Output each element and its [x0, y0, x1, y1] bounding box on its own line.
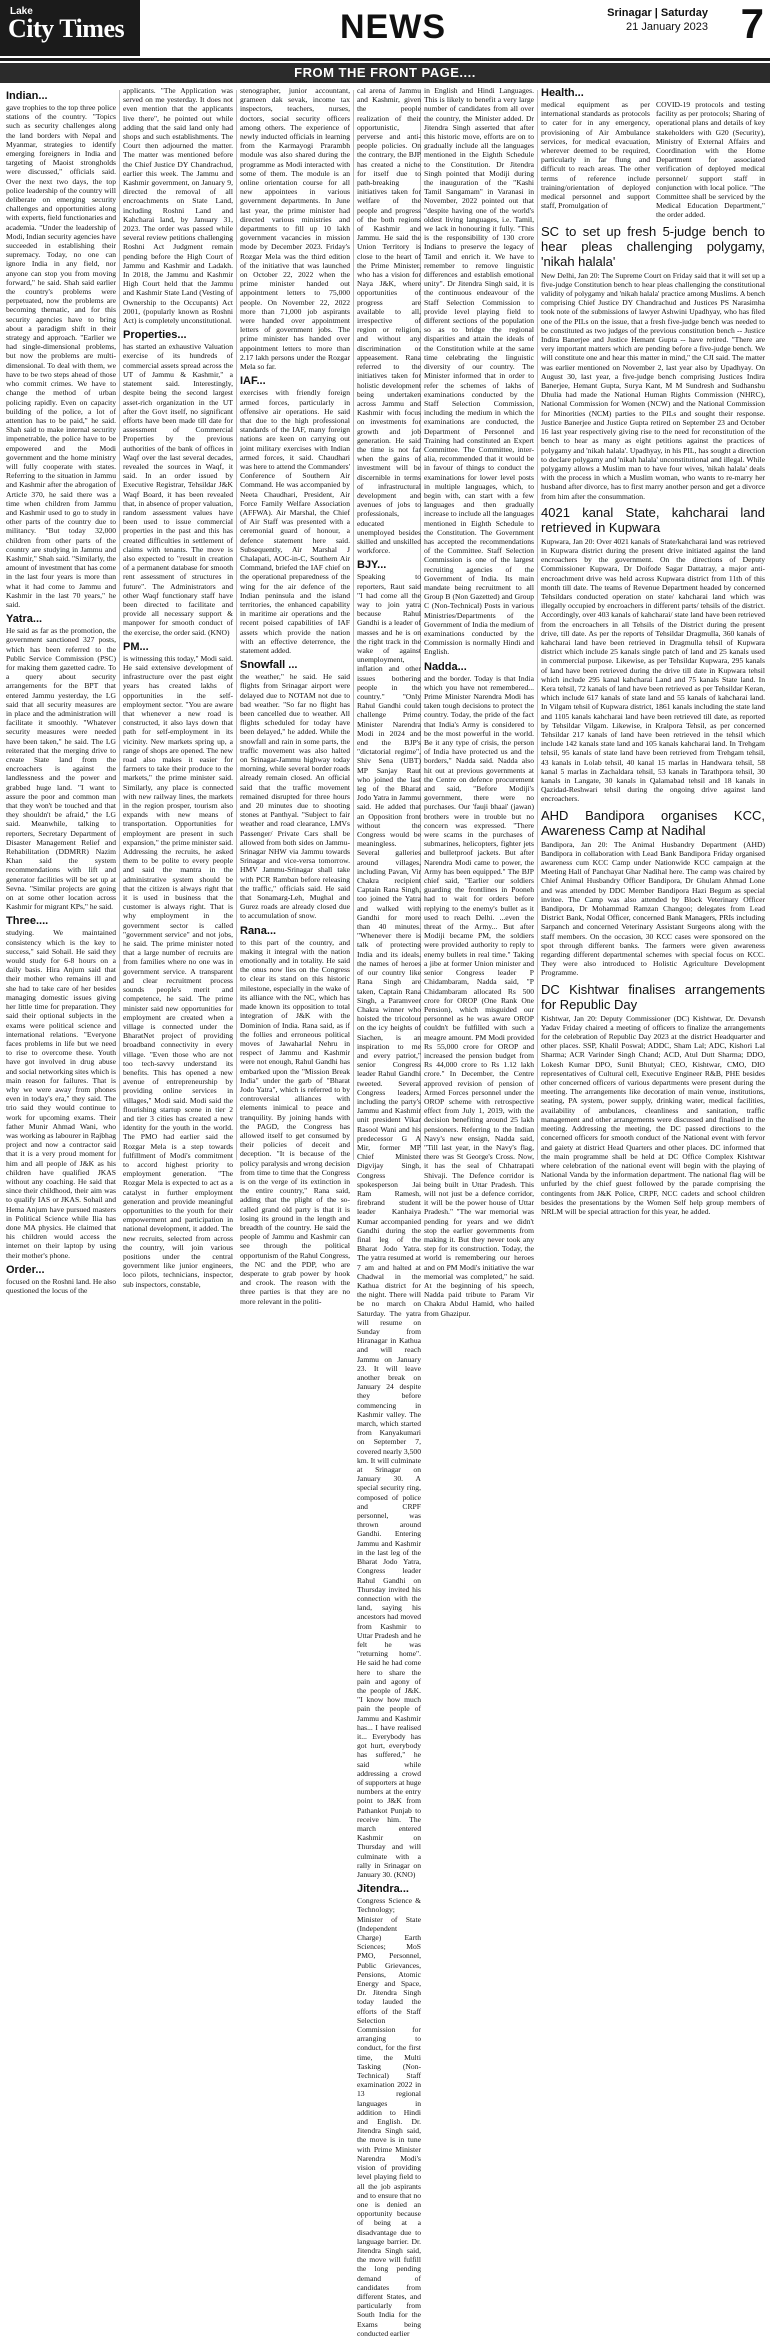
article-head-properties: Properties...	[123, 329, 187, 342]
section-title: NEWS	[340, 8, 446, 46]
article-body: Speaking to reporters, Raut said "I had come all the way to join yatra because Rahul Gandhi is a leader of masses and he is on the right track in the wake of against unemployment, inflation and other issues bothering people in the country." "Only Rahul Gandhi could challenge Prime Minister Narendra Modi in 2024 and end the BJP's "dictatorial regime", Shiv Sena (UBT) MP Sanjay Raut who joined the last leg of the Bharat Jodo Yatra in Jammu said. He added that an Opposition front without the Congress would be meaningless. Several galleries around villages, including Pavan, Vir Chakra recipient Captain Rana Singh, too joined the Yatra and walked with Gandhi for more than 40 minutes. "Whenever there is talk of protecting India and its ideals, the names of heroes of our country like Rana Singh are taken, Captain Rana Singh, a Paramveer Chakra winner who hoisted the tricolour on the icy heights of Siachen, is an inspiration to me and every patriot," senior Congress leader Rahul Gandhi tweeted. Several Congress leaders, including the party's Jammu and Kashmir unit president Vikar Rasool Wani and his predecessor G A Mir, former MP Chief Minister Digvijay Singh, Congress spokesperson Jai Ram Ramesh, firebrand student leader Kanhaiya Kumar accompanied Gandhi during the final leg of the Bharat Jodo Yatra. The yatra resumed at 7 am and halted at Chadwal in the Kathua district for the night. There will be no march on Saturday. The yatra will resume on Sunday from Hiranagar in Kathua and will reach Jammu on January 23. It will leave another break on January 24 despite they before commencing in Kashmir valley. The march, which started from Kanyakumari on September 7, covered nearly 3,500 km. It will culminate at Srinagar on January 30. A special security ring, composed of police and CRPF personnel, was thrown around Gandhi. Entering Jammu and Kashmir in the last leg of the Bharat Jodo Yatra, Congress leader Rahul Gandhi on Thursday invited his connection with the land, saying his ancestors had moved from Kashmir to Uttar Pradesh and he felt he was "returning home". He said he had come here to share the pain and agony of the people of J&K. "I know how much pain the people of Jammu and Kashmir has... I have realised it... Everybody has got hurt, everybody has suffered," he said while addressing a crowd of supporters at huge numbers at the entry point to J&K from Pathankot Punjab to receive him. The march entered Kashmir on Thursday and will culminate with a rally in Srinagar on January 30. (KNO)	[357, 572, 421, 1879]
article-head-iaf: IAF...	[240, 375, 266, 388]
newspaper-logo-text	[4, 4, 144, 60]
article-body: the weather," he said. He said flights from Srinagar airport were delayed due to NOTAM not due to bad weather. "So far no flight has been cancelled due to weather. All flights scheduled for today have been delayed," he added. While the snowfall and rain in some parts, the traffic movement was also halted on Srinagar-Jammu highway today morning, while several border roads already remain closed. An official said that the traffic movement remained disrupted for three hours and 20 minutes due to shooting stones at Panthyal. "Subject to fair weather and road clearance, LMVs Passenger/ Private Cars shall be allowed from both sides on Jammu-Srinagar NHW via Jammu towards Srinagar and vice-versa tomorrow. HMV Jammu-Srinagar shall take with PCR Ramban before releasing the traffic," officials said. He said that Sonamarg-Leh, Mughal and Gurez roads are already closed due to accumulation of snow.	[240, 672, 350, 921]
column-3	[240, 86, 350, 1306]
article-head-indian: Indian...	[6, 90, 48, 102]
right-column	[541, 86, 765, 1216]
logo-city-times: City Times	[8, 14, 125, 43]
article-body: focused on the Roshni land. He also questioned the locus of the	[6, 1276, 116, 1295]
city-day: Srinagar | Saturday	[607, 7, 708, 19]
health-article	[541, 100, 765, 220]
article-body: Congress Science & Technology; Minister of State (Independent Charge) Earth Sciences; MoS PMO, Personnel, Public Grievances, Pensions, Atomic Energy and Space, Dr. Jitendra Singh today lauded the efforts of the Staff Selection Commission for arranging to conduct, for the first time, the Multi Tasking (Non-Technical) Staff examination 2022 in 13 regional languages in addition to Hindi and English. Dr. Jitendra Singh said, the move is in tune with Prime Minister Narendra Modi's vision of providing level playing field to all the job aspirants and to ensure that no one is denied an opportunity because of being at a disadvantage due to language barrier. Dr. Jitendra Singh said, the move will fulfill the long pending demand of candidates from different States, and particularly from South India for the Exams being conducted earlier	[357, 1896, 421, 2338]
article-head-three: Three....	[6, 915, 49, 928]
logo-lake: Lake	[10, 6, 33, 17]
article-head-yatra: Yatra...	[6, 613, 43, 626]
article-head-pm: PM...	[123, 640, 149, 653]
article-body: in English and Hindi Languages. This is likely to benefit a very large number of candidates from all over the country, the Minister added. Dr Jitendra Singh asserted that after this historic move, efforts are on to gradually include all the languages mentioned in the Eighth Schedule to the Constitution. Dr Jitendra Singh pointed that Modiji during the inauguration of the "Kashi Tamil Sangamam" in Varanasi in November, 2022 pointed out that "despite having one of the world's oldest living languages, i.e. Tamil, we lack in honouring it fully. "This is the responsibility of 130 crore Indians to preserve the legacy of Tamil and enrich it. We have to remember to remove linguistic differences and establish emotional unity". Dr Jitendra Singh said, it is the continuous endeavour of the Staff Selection Commission to provide level playing field to different sections of the population so as to bridge the regional disparities and attain the ideals of the Constitution while at the same time celebrating the linguistic diversity of our country. The Minister informed that in order to refer the schemes of lakhs of examinations conducted by the Staff Selection Commission, including the medium in which the examinations are conducted, the Department of Personnel and Training had constituted an Expert Committee. The Committee, inter-alia, recommended that it would be in favour of things to conduct the examinations for lower level posts in multiple languages, which, to begin with, can start with a few languages and then gradually increase to include all the languages mentioned in Eighth Schedule to the Constitution. The Government has accepted the recommendations of the Committee. Staff Selection Commission is one of the largest recruiting agencies of the Government of India. Its main mandate being recruitment to all Group B (Non Gazetted) and Group C (Non-Technical) Posts in various Ministries/Departments of the Government of India the medium of examinations conducted by the Commission is normally Hindi and English.	[424, 86, 534, 657]
headline-kupwara-land: 4021 kanal State, kahcharai land retrieved in Kupwara	[541, 504, 765, 535]
article-body: medical equipment as per international standards as protocols to cater for in any emergency, provisioning of Air Ambulance services, for medical evacuation, wherever deemed to be required, particularly in far flung and difficult to reach areas. The other terms of reference include training/orientation of deployed medical personnel and support staff, Promulgation of	[541, 100, 650, 211]
article-body: gave trophies to the top three police stations of the country. "Topics such as security challenges along the land borders with Nepal and Myanmar, strategies to identify emerging foreigners in India and targeting of Maoist strongholds were discussed," officials said. Over the next two days, the top police leadership of the country will deliberate on emerging security challenges and opportunities along with experts, field functionaries and academia. "Under the leadership of Modi, Indian security agencies have succeeded in establishing their supremacy. Today, no one can ignore India in any field, nor anyone can stop you from moving forward," he said. Shah said earlier the country's problems were perpetuated, now the problems are becoming thematic, and for this security agencies have to bring about a paradigm shift in their strategy and approach. "Earlier we had single-dimensional problems, but now the problems are multi-dimensional. To deal with them, we have to be two steps ahead of those who commit crimes. We have to change the method of urban policing rapidly. Even on capacity building of the police, a lot of attention has to be paid," he said. Shah said to make internal security impenetrable, the police have to be empowered and the Modi government and the home ministry will fully cooperate with states. Referring to the situation in Jammu and Kashmir after the abrogation of Article 370, he said there was a time when children from Jammu and Kashmir used to go to study in other parts of the country due to militancy. "But today 32,000 children from other parts of the country are studying in Jammu and Kashmir," Shah said. "Similarly, the amount of investment that has come in the last four years is more than what it had come to Jammu and Kashmir in the last 70 years," he said.	[6, 103, 116, 609]
article-head-snowfall: Snowfall ...	[240, 659, 298, 672]
section-banner: FROM THE FRONT PAGE....	[0, 63, 770, 83]
article-body: to this part of the country, and making it integral with the nation emotionally and in totality. He said the onus now lies on the Congress to clear its stand on this historic milestone, especially in the wake of its alliance with the NC, which has made known its opposition to total integration of J&K with the Dominion of India. Rana said, as if the follies and erroneous political moves of Jawaharlal Nehru in respect of Jammu and Kashmir were not enough, Rahul Gandhi has embarked upon the "Mission Break India" under the garb of "Bharat Jodo Yatra", which is referred to by controversial alliances with elements inimical to peace and tranquility. By joining hands with the PAGD, the Congress has allowed itself to get consumed by their policies of deceit and deception. "It is because of the policy paralysis and wrong decision from time to time that the Congress is on the verge of its extinction in the entire country," Rana said, adding that the plight of the so-called grand old party is that it is losing its ground in the length and breadth of the country. He said the people of Jammu and Kashmir can see through the political opportunism of the Rahul Congress, the NC and the PDP, who are desperate to grab power by hook and crook. The reason with the three parties is that they are no more relevant in the politi-	[240, 937, 350, 1306]
article-head-bjy: BJY...	[357, 559, 387, 572]
article-head-order: Order...	[6, 1263, 45, 1276]
page-number: 7	[740, 0, 764, 47]
article-body: Bandipora, Jan 20: The Animal Husbandry Department (AHD) Bandipora in collaboration with Lead Bank Bandipora Friday organised awareness cum KCC Camp under Nationwide KCC campaign at the Meeting Hall of Panchayat Ghar Nadihal here. The camp was chaired by Chief Animal Husbandry Officer Bandipora, Dr Ghulam Ahmad Lone and was attended by DDC Member Bandipora Hazi Begum as special invitee. The Camp was also attended by Block Veterinary Officer Bandipora, Dr Mohammad Ramzan Changoo; delegates from Lead District Bank, Nodal Officer, concerned Bank Managers, PRIs including Sarpanch and concerned Veterinary Assistant Surgeons along with the staff members. On the occasion, 30 KCC cases were sponsored on the spot through different banks. The farmers were given awareness regarding different departmental schemes with special focus on KCC. They were also introduced to Holistic Agriculture Development Programme.	[541, 839, 765, 978]
article-head-nadda: Nadda...	[424, 660, 467, 673]
column-divider	[119, 90, 120, 1160]
article-body: applicants. "The Application was served on me yesterday. It does not even mention that the applicants live there", he pointed out while adding that the said land only had shops and such establishments. The Court then adjourned the matter. The matter was mentioned before the Chief Justice DY Chandrachud, earlier this week. The Jammu and Kashmir government, on January 9, directed the removal of all encroachments on State Land, including Roshni Land and Kahcharai land, by January 31, 2023. The order was passed while several review petitions challenging Roshni Act Judgment remain pending before the High Court of Jammu and Kashmir and Ladakh. In 2018, the Jammu and Kashmir High Court held that the Jammu and Kashmir State Land (Vesting of Ownership to the Occupants) Act 2001, (popularly known as Roshni Act) is completely unconstitutional.	[123, 86, 233, 326]
article-body: COVID-19 protocols and testing facility as per protocols; Sharing of operational plans and details of key stakeholders with G20 (Security), Ministry of External Affairs and Coordination with the Home Department for associated verification of deployed medical personnel/ support staff in conjunction with local police. "The Committee shall be serviced by the Medical Education Department," the order added.	[656, 100, 765, 220]
dateline	[607, 6, 708, 34]
article-body: Kishtwar, Jan 20: Deputy Commissioner (DC) Kishtwar, Dr. Devansh Yadav Friday chaired a meeting of officers to finalize the arrangements for the celebration of Republic Day 2023 at the district Headquarter and other places. SSP, Khalil Poswal; ADDC, Sham Lal; ADC, Kishori Lal Sharma; ACR Varinder Singh Chand; ACD, Atul Dutt Sharma; DDO, Lokesh Kumar DPO, Sunil Bhutyal; CEO, Kishtwar, CMO, DIO representatives of Cultural cell, Executive Engineer R&B, PHE besides other concerned officers of various departments were present during the meeting. The arrangements like decoration of main venue, institutions, seating, PA system, power supply, drinking water, medical facilities, availability of ambulances, cleanliness and sanitation, traffic management and other arrangements were discussed and finalised in the meeting. Addressing the meeting, the DC passed directions to the concerned officers for smooth conduct of the National event with fervor and gaiety at district Head Quarters and other places. DC informed that the main programme shall be held at DC Office Complex Kishtwar where celebration of the national event will begin with the playing of National Vanda by the information department. The national flag will be unfurled by the chief guest followed by the parade comprising the contingents from J&K Police, CRPF, NCC cadets and school children besides the presentations by the Women Self help group members of NRLM will be special attraction for this year, he added.	[541, 1013, 765, 1216]
article-body: studying. We maintained consistency which is the key to success," said Sohail. He said they would study for 6-8 hours on a daily basis. Hira Anjum said that their mother who remains ill and she had to take care of her besides managing domestic issues giving her little time for preparation. They said their optional subjects in the exams were political science and international relations. "Everyone faces problems in life but we need to rise to overcome these. Youth have got involved in drug abuse and social networking sites which is main reason for failures. That is why we were away from phones even in today's era," they said. The trio said they would continue to work for upcoming exams. Their father Munir Ahmad Wani, who was working as labourer in Rajbhag project and now a contractor said that it is a very proud moment for him and all people of J&K as his children have qualified JKAS without any coaching. He said that since their childhood, their aim was to qualify IAS or JKAS. Sohail and Hema Anjum have pursued masters in Political Science while Ilia has done MA physics. He claimed that his children would access the internet on their laptop by using their mother's phone.	[6, 928, 116, 1260]
article-body: and the border. Today is that India which you have not remembered... Prime Minister Narendra Modi has taken tough decisions to protect the country. Today, the pride of the fact that India's Army is considered to be the most powerful in the world. Be it any type of crisis, the person of India have protected us and the borders," Nadda said. Nadda also hit out at previous governments at the Centre on defence procurement and said, "Before Modiji's government, there were no purchases. Our 'fauji bhaai' (jawan) brothers were in trouble but no concern was expressed. "There were scams in the purchases of submarines, helicopters, fighter jets and bulletproof jackets. But after Narendra Modi came to power, the Army has been equipped." The BJP chief said, "Earlier our soldiers guarding the frontlines in Pooneh had to wait for orders before replying to the enemy's bullet as it used to reach Delhi. ...even the threat of the Army... But after Modiji became PM, the soldiers were provided authority to reply to enemy bullets in real time." Taking a jibe at former Union minister and senior Congress leader P Chidambaram, Nadda said, "P Chidambaram allocated Rs 500 crore for OROP (One Rank One Pension), which misguided our personnel as he was aware OROP couldn't be fulfilled with such a meagre amount. PM Modi provided Rs 55,000 crore for OROP and increased the pension budget from Rs 44,000 crore to Rs 1.12 lakh crore." In December, the Centre approved revision of pension of Armed Forces personnel under the OROP scheme with retrospective effect from July 1, 2019, with the decision benefiting around 25 lakh pensioners. Referring to the Indian Navy's new ensign, Nadda said, "Till last year, in the Navy's flag, there was St George's Cross. Now, it has the seal of Chhatrapati Shivaji. The Defence corridor is being built in Uttar Pradesh. This will not just be a defence corridor, it will be the power house of Uttar Pradesh." "The war memorial was pending for years and we didn't stop the earlier governments from making it. But they never took any step for its construction. Today, the world is remembering our heroes and on PM Modi's initiative the war memorial was completed," he said. At the beginning of his speech, Nadda paid tribute to Param Vir Chakra Abdul Hamid, who hailed from Ghazipur.	[424, 673, 534, 1318]
column-divider	[537, 90, 538, 1160]
article-head-jitendra: Jitendra...	[357, 1883, 409, 1896]
headline-ahd-bandipora: AHD Bandipora organises KCC, Awareness Camp at Nadihal	[541, 807, 765, 838]
article-body: cal arena of Jammu and Kashmir, given the people realization of their opportunistic, perverse and anti-people policies. On the contrary, the BJP has created a niche for itself due to path-breaking initiatives taken for welfare of the people and progress of the both regions of Kashmir and Jammu. He said the Union Territory is close to the heart of the Prime Minister, who has a vision for Naya J&K, where opportunities of progress are available to all, irrespective of region or religion, and without any discrimination or appeasement. Rana referred to the initiatives taken for holistic development being undertaken across Jammu and Kashmir with focus on investments for growth and job generation. He said the time is not far when the gains of investment will be discernible in terms of infrastructural development and avenues of jobs to professionals, educated unemployed besides skilled and unskilled workforce.	[357, 86, 421, 556]
article-body: exercises with friendly foreign armed forces, particularly in offensive air operations. He said that due to the high professional standards of the IAF, many foreign nations are keen on carrying out joint military exercises with Indian armed forces, it said. Chaudhari was here to attend the Commanders' Conference of Southern Air Command. He was accompanied by Neeta Chaudhari, President, Air Force Family Welfare Association (AFFWA). Air Marshal, the Chief of Air Staff was presented with a ceremonial guard of honour, a defence statement here said. Subsequently, Air Marshal J Chalapati, AOC-in-C, Southern Air Command, briefed the IAF chief on the operational preparedness of the wing for the air defence of the Indian peninsula and the island territories, the enhanced capability in maritime air operations and the recent poised capabilities of IAF assets which provide the nation with an effective deterrence, the statement added.	[240, 388, 350, 655]
column-divider	[236, 90, 237, 1160]
article-body: New Delhi, Jan 20: The Supreme Court on Friday said that it will set up a five-judge Constitution bench to hear pleas challenging the constitutional validity of polygamy and 'nikah halala' practice among Muslims. A bench comprising Chief Justice DY Chandrachud and Justices PS Narasimha took note of the submissions of lawyer Ashwini Upadhyay, who has filed one of the PILs on the issue, that a fresh five-judge bench was needed to be constituted as two judges of the previous constitution bench -- Justice Indira Banerjee and Justice Hemant Gupta -- have retired. "There are very important matters which are pending before a five-judge bench. We will constitute one and hear this matter in mind," the CJI said. The matter was earlier mentioned on November 2, last year also by Upadhyay. On August 30, last year, a five-judge bench comprising Justices Indira Banerjee, Hemant Gupta, Surya Kant, M M Sundresh and Sudhanshu Dhulia had made the National Human Rights Commission (NHRC), National Commission for Women (NCW) and the National Commission for Minorities (NCM) parties to the PILs and sought their response. Justice Banerjee and Justice Gupta retired on September 23 and October 16 last year respectively giving rise to the need for reconstitution of the bench to hear as many as eight petitions against the practices of polygamy and 'nikah halala'. Upadhyay, in his PIL, has sought a direction to declare polygamy and 'nikah halala' unconstitutional and illegal. While polygamy allows a Muslim man to have four wives, 'nikah halala' deals with the process in which a Muslim woman, who wants to re-marry her husband after divorce, has to first marry another person and get a divorce from him after the consummation.	[541, 270, 765, 501]
article-body: stenographer, junior accountant, grameen dak sevak, income tax inspectors, teachers, nurses, doctors, social security officers among others. The experience of newly inducted officials in learning from the Karmayogi Prarambh module was also shared during the programme as Modi interacted with some of them. The module is an online orientation course for all new appointees in various government departments. In June last year, the prime minister had directed various ministries and departments to fill up 10 lakh government vacancies in mission mode by December 2023. Friday's Rozgar Mela was the third edition of the initiative that was launched on October 22, 2022 when the prime minister handed out appointment letters to 75,000 people. On November 22, 2022 more than 71,000 job aspirants were handed over appointment letters of government jobs. The prime minister has handed over appointment letters to more than 2.17 lakh persons under the Rozgar Mela so far.	[240, 86, 350, 372]
headline-dc-kishtwar: DC Kishtwar finalises arrangements for Republic Day	[541, 981, 765, 1012]
article-head-health: Health...	[541, 87, 584, 99]
masthead-rule	[0, 58, 770, 61]
headline-sc-polygamy: SC to set up fresh 5-judge bench to hear pleas challenging polygamy, 'nikah halala'	[541, 223, 765, 269]
article-body: Kupwara, Jan 20: Over 4021 kanals of State/kahcharai land was retrieved in Kupwara district during the present drive initiated against the land encroachers by the government. On the directions of Deputy Commissioner Kupwara, Dr Doifode Sagar Dattatray, a major anti-encroachment drive was held across Kupwara district from 11th of this month till date. The teams of Revenue Department headed by concerned Tehsildars conducted operation on state/ kahcharai land which was illegally occupied by encroachers in different parts/ tehsils of the district. Accordingly, over 403 kanals of kahcharai/ state land have been retrieved from the encroachers in all Tehsils of the District during the present drive, till date. As per the reports of Tehsildar Dragmulla, 360 kanals of kahcharai land have been retrieved in Dragmulla tehsil of Kupwara district which include 25 kanals single patch of land and 25 kanals used in commercial purpose. Likewise, as per Tehsildar Kupwara, 295 kanals of land have been retrieved during the drive till date in Kupwara tehsil which include 295 kanal kahcharai Land and 75 kanals State land. In Kera tehsil, 72 kanals of land have been retrieved as per Tehsildar Keran, which include 617 kanals of state land and 55 kanals of kahcharai land. In Vilgam tehsil of Kupwara district, 1861 kanals including the state land and 1105 kanals kahcharai land have been retrieved till date, as reported by Tehsildar Vilgam. Likewise, in Kralpora Tehsil, as per concerned Tehsildar 217 kanals of land have been retrieved in the tehsil which include 142 kanals state land and 105 kanals kahcharai land. In Trehgam tehsil, 95 kanals of state land have been retrieved from Trehgam tehsil, 43 kanals in Lolab tehsil, 40 kanal 15 marlas in Handwara tehsil, 58 kanal 5 marlas in Zachaldara tehsil, 53 kanals in Tarathpora tehsil, 30 kanals in Langate, 30 kanals in Qalamabad tehsil and 18 kanals in Qazidad-Reshwari tehsil during the ongoing drive against land encroachers.	[541, 536, 765, 804]
column-4	[357, 86, 421, 2338]
article-body: is witnessing this today," Modi said. He said extensive development of infrastructure over the past eight years has created lakhs of opportunities in the self-employment sector. "You are aware that whenever a new road is constructed, it also lays down that path for self-employment in its vicinity. New markets spring up, a range of shops are opened. The new road also makes it easier for farmers to take their produce to the markets," the prime minister said. Similarly, any place is connected with new railway lines, the markets in the region prosper, tourism also expands with new means of transportation. Opportunities for employment are present in such expansion," the prime minister said. Addressing the recruits, he asked them to be polite to every people and said the mantra in the administrative system should be that the citizen is always right that it is used in business that the customer is always right. That is why employment in the government sector is called "government service" and not jobs, he said. The prime minister noted that a large number of recruits are from families where no one was in government service. A transparent and clear recruitment process sounds people's merit and competence, he said. The prime minister said new opportunities for employment are created when a village is connected under the BharatNet project of providing broadband connectivity in every village. "Even those who are not too tech-savvy understand its benefits. This has opened a new avenue of entrepreneurship by providing online services in villages," Modi said. Modi said the flourishing startup scene in tier 2 and tier 3 cities has created a new identity for the youth in the world. The PMO had earlier said the Rozgar Mela is a step towards fulfillment of Modi's commitment to accord highest priority to employment generation. "The Rozgar Mela is expected to act as a catalyst in further employment generation and provide meaningful opportunities to the youth for their empowerment and participation in national development, it added. The new recruits, selected from across the country, will join various positions under the central government like junior engineers, loco pilots, technicians, inspector, sub inspectors, constable,	[123, 653, 233, 1289]
article-body: He said as far as the promotion, the government sanctioned 327 posts, which has been referred to the Public Service Commission (PSC) for making them gazetted cadre. To a query about security arrangements for the BPT that entered Jammu yesterday, the LG said that all security measures are in place and the administration will facilitate it smoothly. "Whatever security measures were needed have been taken," he said. The LG reiterated that the merging drive to create State land from the encroachers is against the landlessness and the power and grabbed huge land. "I want to assure the poor and common man that they won't be touched and that they shouldn't be afraid," the LG said. Meanwhile, talking to reporters, Secretary Department of Disaster Management Relief and Rehabilitation (DDMRR) Nazim Khan said the system recommendations with lift and generator facilities will be set up at Sevna. "Similar projects are going on at some other location across Kashmir for migrant KPs," he said.	[6, 626, 116, 912]
column-divider	[353, 90, 354, 1160]
issue-date: 21 January 2023	[626, 21, 708, 33]
column-2	[123, 86, 233, 1289]
article-head-rana: Rana...	[240, 924, 277, 937]
column-1	[6, 86, 116, 1295]
column-5	[424, 86, 534, 1318]
article-body: has started an exhaustive Valuation exercise of its hundreds of commercial assets spread across the UT of Jammu & Kashmir," a statement said. Interestingly, despite being the second largest asset-rich organization in the UT after the Govt itself, no significant efforts have been made till date for assessment of Commercial Properties by the previous authorities of the bank of offices in Waqf over the last several decades, revealed the sources in Waqf, it said. In an order issued by Executive Registrar, Tehsildar J&K Waqf Board, it has been revealed that, in absence of proper valuation, random assessment values have been used to issue commercial properties in the past and this has created difficulties in settlement of claims with tenants. The move is also expected to "result in creation of a permanent database for smooth rent assessment of structures in future". The Administrators and other Waqf functionary staff have been directed to facilitate and provide all necessary support & manpower for smooth conduct of the exercise, the order said. (KNO)	[123, 342, 233, 637]
